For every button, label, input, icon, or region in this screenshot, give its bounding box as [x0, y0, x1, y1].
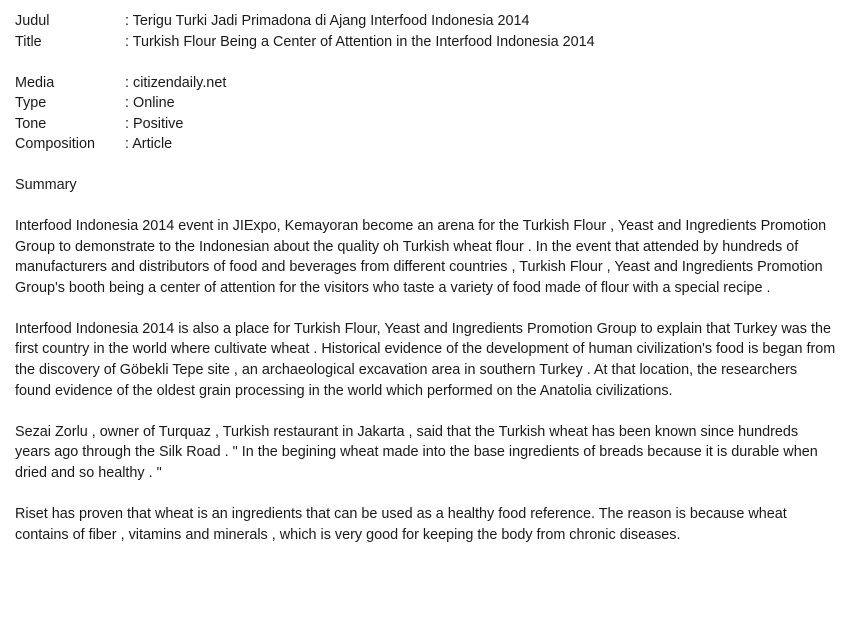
title-row [15, 32, 845, 53]
tone-value: : Positive [125, 115, 184, 132]
spacer [15, 298, 845, 319]
media-label: Media [15, 74, 55, 91]
tone-row [15, 114, 845, 135]
media-value: : citizendaily.net [125, 74, 227, 91]
judul-value: : Terigu Turki Jadi Primadona di Ajang Interfood Indonesia 2014 [125, 13, 530, 29]
judul-row [15, 11, 845, 32]
spacer [15, 196, 845, 217]
summary-paragraph: Sezai Zorlu , owner of Turquaz , Turkish restaurant in Jakarta , said that the Turkish wheat has been known since hundreds years ago through the Silk Road . " In the begining wheat made into the base ingredients of breads because it is durable when dried and so healthy . " [15, 423, 818, 481]
spacer [15, 52, 845, 73]
summary-heading: Summary [15, 177, 77, 193]
composition-label: Composition [15, 136, 95, 152]
spacer [15, 401, 845, 422]
summary-paragraph: Interfood Indonesia 2014 is also a place for Turkish Flour, Yeast and Ingredients Promotion Group to explain that Turkey was the first country in the world where cultivate wheat . Historical evidence of the development of human civilization's food is began from the discovery of Göbekli Tepe site , an archaeological excavation area in southern Turkey . At that location, the researchers found evidence of the oldest grain processing in the world which performed on the Anatolia civilizations. [15, 320, 836, 399]
media-row [15, 73, 845, 94]
summary-paragraph: Riset has proven that wheat is an ingredients that can be used as a healthy food reference. The reason is because wheat contains of fiber , vitamins and minerals , which is very good for keeping the body from chronic diseases. [15, 506, 787, 543]
judul-label: Judul [15, 13, 50, 29]
summary-paragraph: Interfood Indonesia 2014 event in JIExpo, Kemayoran become an arena for the Turkish Flour , Yeast and Ingredients Promotion Group to demonstrate to the Indonesian about the quality oh Turkish wheat flour . In the event that attended by hundreds of manufacturers and distributors of food and beverages from different countries , Turkish Flour , Yeast and Ingredients Promotion Group's booth being a center of attention for the visitors who taste a variety of food made of flour with a special recipe . [15, 218, 827, 296]
document [15, 11, 845, 545]
tone-label: Tone [15, 115, 47, 132]
type-row [15, 93, 845, 114]
composition-value: : Article [125, 136, 173, 152]
spacer [15, 155, 845, 176]
title-label: Title [15, 33, 42, 50]
composition-row [15, 134, 845, 155]
spacer [15, 484, 845, 505]
title-value: : Turkish Flour Being a Center of Attention in the Interfood Indonesia 2014 [125, 33, 595, 50]
type-value: : Online [125, 95, 175, 111]
type-label: Type [15, 95, 47, 111]
